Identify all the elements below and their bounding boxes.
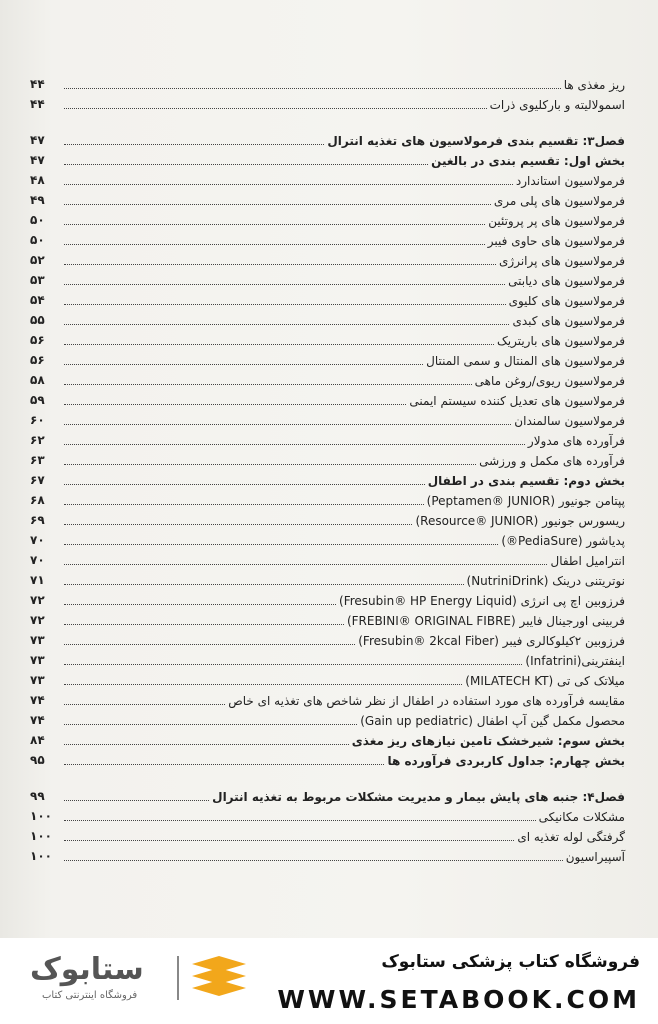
toc-entry-row[interactable] [30, 268, 625, 288]
toc-entry-title: انترامیل اطفال [550, 554, 625, 568]
toc-entry-row[interactable] [30, 548, 625, 568]
toc-page-number: ۴۹ [30, 193, 45, 207]
toc-page-number: ۶۲ [30, 433, 45, 447]
toc-entry-row[interactable] [30, 388, 625, 408]
toc-entry-row[interactable] [30, 228, 625, 248]
toc-entry-title: پپتامن جونیور (Peptamen® JUNIOR) [426, 494, 625, 508]
toc-entry-title: ریسورس جونیور (Resource® JUNIOR) [415, 514, 625, 528]
toc-heading-row[interactable] [30, 128, 625, 148]
toc-page-number: ۵۵ [30, 313, 45, 327]
toc-page-number: ۷۰ [30, 553, 45, 567]
toc-entry-title: فصل۴: جنبه های پایش بیمار و مدیریت مشکلات مربوط به تغذیه انترال [212, 790, 625, 804]
toc-entry-row[interactable] [30, 408, 625, 428]
toc-entry-title: نوتریتنی درینک (NutriniDrink) [466, 574, 625, 588]
dot-leader [64, 724, 357, 725]
toc-page-number: ۵۰ [30, 213, 45, 227]
toc-entry-row[interactable] [30, 188, 625, 208]
dot-leader [64, 800, 209, 801]
dot-leader [64, 304, 506, 305]
toc-entry-row[interactable] [30, 328, 625, 348]
toc-entry-title: فرزوبین اچ پی انرژی (Fresubin® HP Energy Liquid) [339, 594, 625, 608]
store-logo-text: ستابوک [30, 952, 144, 987]
toc-page-number: ۵۸ [30, 373, 45, 387]
toc-page-number: ۶۳ [30, 453, 45, 467]
toc-heading-row[interactable] [30, 748, 625, 768]
toc-entry-title: فرمولاسیون های حاوی فیبر [487, 234, 625, 248]
section-gap [30, 112, 625, 128]
toc-entry-row[interactable] [30, 688, 625, 708]
setabook-logo-icon [188, 954, 250, 1008]
toc-page-number: ۷۳ [30, 653, 45, 667]
dot-leader [64, 524, 412, 525]
dot-leader [64, 624, 344, 625]
toc-page-number: ۷۳ [30, 673, 45, 687]
toc-entry-row[interactable] [30, 708, 625, 728]
dot-leader [64, 144, 324, 145]
toc-entry-row[interactable] [30, 628, 625, 648]
toc-page-number: ۵۳ [30, 273, 45, 287]
dot-leader [64, 564, 547, 565]
dot-leader [64, 764, 384, 765]
toc-page-number: ۶۸ [30, 493, 45, 507]
dot-leader [64, 204, 491, 205]
toc-entry-title: فرمولاسیون سالمندان [514, 414, 625, 428]
table-of-contents [30, 72, 625, 864]
dot-leader [64, 820, 536, 821]
toc-entry-title: فرمولاسیون های باریتریک [497, 334, 625, 348]
dot-leader [64, 704, 225, 705]
toc-page-number: ۹۵ [30, 753, 45, 767]
toc-entry-row[interactable] [30, 528, 625, 548]
dot-leader [64, 744, 349, 745]
toc-page-number: ۸۴ [30, 733, 45, 747]
toc-entry-title: میلاتک کی تی (MILATECH KT) [465, 674, 625, 688]
toc-entry-title: فرآورده های مکمل و ورزشی [479, 454, 625, 468]
toc-page-number: ۵۶ [30, 353, 45, 367]
toc-page-number: ۴۴ [30, 77, 45, 91]
toc-entry-title: مشکلات مکانیکی [538, 810, 625, 824]
toc-entry-title: اینفترینی(Infatrini) [525, 654, 625, 668]
toc-page-number: ۷۲ [30, 593, 45, 607]
store-logo-subtitle: فروشگاه اینترنتی کتاب [42, 990, 138, 1001]
toc-page-number: ۵۹ [30, 393, 45, 407]
toc-entry-row[interactable] [30, 824, 625, 844]
toc-entry-title: ریز مغذی ها [563, 78, 625, 92]
dot-leader [64, 108, 487, 109]
toc-entry-title: فرمولاسیون استاندارد [515, 174, 625, 188]
toc-entry-row[interactable] [30, 308, 625, 328]
toc-page-number: ۷۰ [30, 533, 45, 547]
toc-entry-row[interactable] [30, 92, 625, 112]
dot-leader [64, 404, 406, 405]
toc-entry-title: فربینی اورجینال فایبر (FREBINI® ORIGINAL FIBRE) [346, 614, 625, 628]
toc-heading-row[interactable] [30, 148, 625, 168]
toc-entry-row[interactable] [30, 588, 625, 608]
toc-page-number: ۴۴ [30, 97, 45, 111]
dot-leader [64, 664, 522, 665]
toc-page-number: ۶۹ [30, 513, 45, 527]
toc-entry-title: پدیاشور (PediaSure®) [501, 534, 625, 548]
toc-page-number: ۴۸ [30, 173, 45, 187]
dot-leader [64, 484, 425, 485]
dot-leader [64, 604, 336, 605]
toc-page-number: ۹۹ [30, 789, 45, 803]
dot-leader [64, 424, 511, 425]
dot-leader [64, 88, 561, 89]
toc-entry-title: مقایسه فرآورده های مورد استفاده در اطفال از نظر شاخص های تغذیه ای خاص [228, 694, 625, 708]
dot-leader [64, 364, 423, 365]
toc-page-number: ۴۷ [30, 153, 45, 167]
toc-heading-row[interactable] [30, 468, 625, 488]
toc-entry-row[interactable] [30, 448, 625, 468]
toc-entry-row[interactable] [30, 508, 625, 528]
section-gap [30, 768, 625, 784]
toc-page-number: ۱۰۰ [30, 809, 52, 823]
toc-page-number: ۶۰ [30, 413, 45, 427]
toc-entry-title: فرمولاسیون های دیابتی [508, 274, 625, 288]
toc-entry-row[interactable] [30, 248, 625, 268]
dot-leader [64, 860, 563, 861]
toc-entry-title: فرمولاسیون های پر پروتئین [488, 214, 625, 228]
toc-entry-row[interactable] [30, 72, 625, 92]
toc-entry-title: فرآورده های مدولار [527, 434, 625, 448]
store-name: فروشگاه کتاب پزشکی ستابوک [381, 952, 640, 972]
dot-leader [64, 284, 505, 285]
toc-entry-row[interactable] [30, 608, 625, 628]
toc-page-number: ۷۴ [30, 693, 45, 707]
toc-entry-row[interactable] [30, 668, 625, 688]
toc-page-number: ۵۴ [30, 293, 45, 307]
toc-entry-title: فرمولاسیون های پرانرژی [499, 254, 625, 268]
toc-entry-row[interactable] [30, 428, 625, 448]
toc-entry-row[interactable] [30, 288, 625, 308]
toc-page-number: ۵۰ [30, 233, 45, 247]
toc-entry-title: بخش سوم: شیرخشک تامین نیازهای ریز مغذی [351, 734, 625, 748]
toc-entry-row[interactable] [30, 168, 625, 188]
toc-entry-title: بخش اول: تقسیم بندی در بالغین [431, 154, 625, 168]
toc-page-number: ۴۷ [30, 133, 45, 147]
toc-entry-title: فرمولاسیون های المنتال و سمی المنتال [426, 354, 625, 368]
dot-leader [64, 684, 462, 685]
toc-entry-title: گرفتگی لوله تغذیه ای [517, 830, 625, 844]
toc-entry-title: آسپیراسیون [565, 850, 625, 864]
toc-entry-row[interactable] [30, 348, 625, 368]
toc-entry-row[interactable] [30, 568, 625, 588]
dot-leader [64, 444, 525, 445]
toc-entry-row[interactable] [30, 368, 625, 388]
toc-page-number: ۷۳ [30, 633, 45, 647]
toc-page-number: ۵۶ [30, 333, 45, 347]
toc-entry-title: فصل۳: تقسیم بندی فرمولاسیون های تغذیه انترال [327, 134, 625, 148]
dot-leader [64, 644, 355, 645]
logo-divider [177, 956, 179, 1000]
dot-leader [64, 344, 494, 345]
toc-page-number: ۵۲ [30, 253, 45, 267]
toc-page-number: ۷۲ [30, 613, 45, 627]
dot-leader [64, 324, 509, 325]
toc-entry-title: فرمولاسیون های تعدیل کننده سیستم ایمنی [409, 394, 625, 408]
toc-entry-title: بخش چهارم: جداول کاربردی فرآورده ها [387, 754, 625, 768]
toc-entry-title: فرمولاسیون های کلیوی [508, 294, 625, 308]
dot-leader [64, 244, 485, 245]
toc-entry-title: اسمولالیته و بارکلیوی ذرات [489, 98, 625, 112]
toc-heading-row[interactable] [30, 728, 625, 748]
dot-leader [64, 184, 513, 185]
toc-entry-title: فرمولاسیون های پلی مری [493, 194, 625, 208]
dot-leader [64, 504, 424, 505]
toc-page-number: ۱۰۰ [30, 849, 52, 863]
toc-entry-row[interactable] [30, 208, 625, 228]
store-banner [0, 938, 658, 1024]
toc-entry-title: فرمولاسیون های کبدی [512, 314, 625, 328]
dot-leader [64, 264, 496, 265]
toc-entry-title: بخش دوم: تقسیم بندی در اطفال [427, 474, 625, 488]
toc-page-number: ۷۴ [30, 713, 45, 727]
toc-entry-row[interactable] [30, 648, 625, 668]
dot-leader [64, 224, 485, 225]
dot-leader [64, 584, 464, 585]
toc-page-number: ۱۰۰ [30, 829, 52, 843]
toc-page-number: ۷۱ [30, 573, 45, 587]
dot-leader [64, 164, 428, 165]
toc-entry-row[interactable] [30, 844, 625, 864]
store-url[interactable]: WWW.SETABOOK.COM [277, 985, 640, 1014]
toc-entry-row[interactable] [30, 488, 625, 508]
toc-page-number: ۶۷ [30, 473, 45, 487]
dot-leader [64, 840, 514, 841]
dot-leader [64, 544, 498, 545]
toc-entry-title: محصول مکمل گین آپ اطفال (Gain up pediatric) [360, 714, 625, 728]
toc-entry-title: فرمولاسیون ریوی/روغن ماهی [474, 374, 625, 388]
toc-heading-row[interactable] [30, 784, 625, 804]
dot-leader [64, 384, 472, 385]
dot-leader [64, 464, 476, 465]
toc-entry-row[interactable] [30, 804, 625, 824]
toc-entry-title: فرزوبین ۲کیلوکالری فیبر (Fresubin® 2kcal Fiber) [358, 634, 625, 648]
